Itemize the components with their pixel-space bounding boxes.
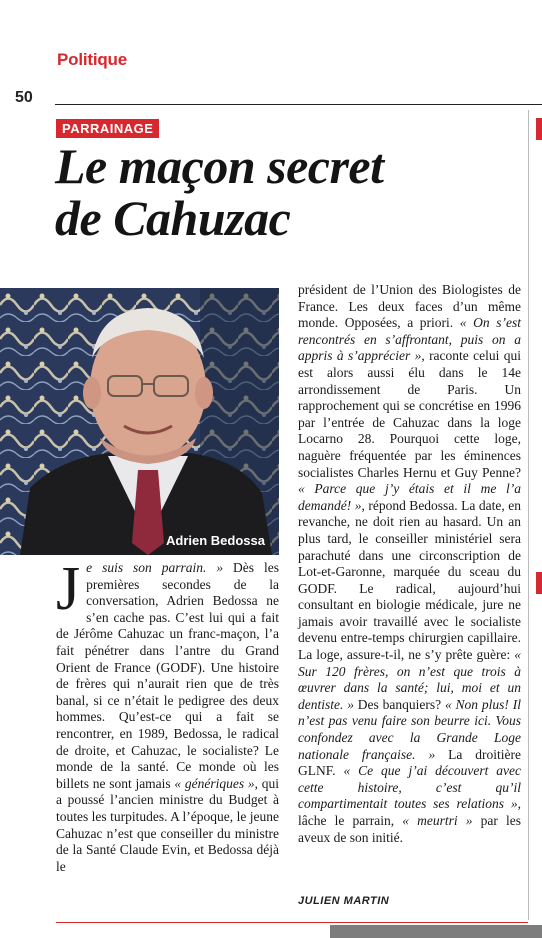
portrait-photo	[0, 288, 279, 555]
body-column-1	[56, 555, 279, 875]
body-text-run: , répond Bedossa. La date, en revanche, ne doit rien au hasard. Un an plus tard, le conseiller ministériel sera parachuté dans une circonscription de Lot-et-Garonne, marquée du sceau du GODF. Le radical, aujourd’hui consultant en biologie médicale, jure ne jamais avoir travaillé avec le socialiste devenu entre-temps chirurgien capillaire. La loge, assure-t-il, ne s’y prête guère:	[298, 497, 521, 663]
headline-line-2: de Cahuzac	[55, 190, 291, 246]
body-text-run: Des banquiers?	[353, 696, 445, 712]
body-text-run: « Sur 120 frères, on n’est que trois à œuvrer dans la santé; lui, moi et un dentiste. »	[298, 647, 521, 712]
body-text-run: « Non plus! Il n’est pas venu faire son beurre ici. Vous confondez avec la Grande Loge nationale française. »	[298, 696, 521, 762]
body-text-run: « Ce que j’ai découvert avec cette histoire, c’est qu’il compartimentait toutes ses relations »	[298, 763, 521, 812]
portrait-illustration	[0, 288, 279, 555]
body-text-run: par les aveux de son initié.	[298, 813, 522, 845]
article-headline	[55, 140, 525, 244]
body-text-run: , lâche le parrain,	[298, 796, 521, 828]
kicker-badge: PARRAINAGE	[56, 119, 159, 138]
headline-line-1: Le maçon secret	[55, 138, 384, 194]
body-text-run: « meurtri »	[402, 813, 473, 828]
body-text-run: , raconte celui qui est alors aussi élu dans le 14e arrondissement de Paris. Un rapprochement qui se concrétise en 1996 par l’entrée de Cahuzac dans la loge Locarno 28. Pourquoi cette loge, naguère fréquentée par les éminences socialistes Charles Hernu et Guy Penne?	[298, 348, 521, 480]
header-rule	[55, 104, 542, 105]
body-text-run: président de l’Union des Biologistes de France. Les deux faces d’un même monde. Opposées, a priori.	[298, 282, 521, 331]
photo-caption: Adrien Bedossa	[166, 533, 265, 548]
page-edge	[330, 925, 542, 938]
drop-cap: J	[56, 555, 81, 623]
adjacent-page-marker	[536, 118, 542, 140]
author-byline: JULIEN MARTIN	[298, 895, 390, 907]
section-label: Politique	[57, 50, 127, 69]
body-text-run: « génériques »	[174, 775, 255, 791]
body-text-run: La droitière GLNF.	[298, 746, 521, 779]
page-number: 50	[15, 89, 33, 106]
body-text-run: e suis son parrain. »	[86, 560, 224, 575]
body-text-run: « Parce que j’y étais et il me l’a demandé! »	[298, 481, 521, 513]
body-text-run: , qui a poussé l’ancien ministre du Budget à toutes les turpitudes. A l’époque, le jeune Cahuzac n’est que conseiller du ministre de la Santé Claude Evin, et Bedossa déjà le	[56, 775, 279, 874]
body-text-run: « On s’est rencontrés en s’affrontant, puis on a appris à s’apprécier »	[298, 315, 521, 364]
bottom-rule	[56, 922, 528, 923]
column-divider	[528, 110, 529, 920]
body-text-run: Dès les premières secondes de la conversation, Adrien Bedossa ne s’en cache pas. C’est lui qui a fait de Jérôme Cahuzac un franc-maçon, l’a fait pénétrer dans l’antre du Grand Orient de France (GODF). Une histoire de frères qui n’aurait rien que de très banal, si ce n’était le pedigree des deux hommes. Qu’est-ce qui a fait se rencontrer, en 1989, Bedossa, le radical de droite, et Cahuzac, le socialiste? Le monde de la santé. Ce monde où les billets ne sont jamais	[56, 560, 279, 791]
adjacent-page-marker	[536, 572, 542, 594]
body-column-2	[298, 282, 521, 846]
